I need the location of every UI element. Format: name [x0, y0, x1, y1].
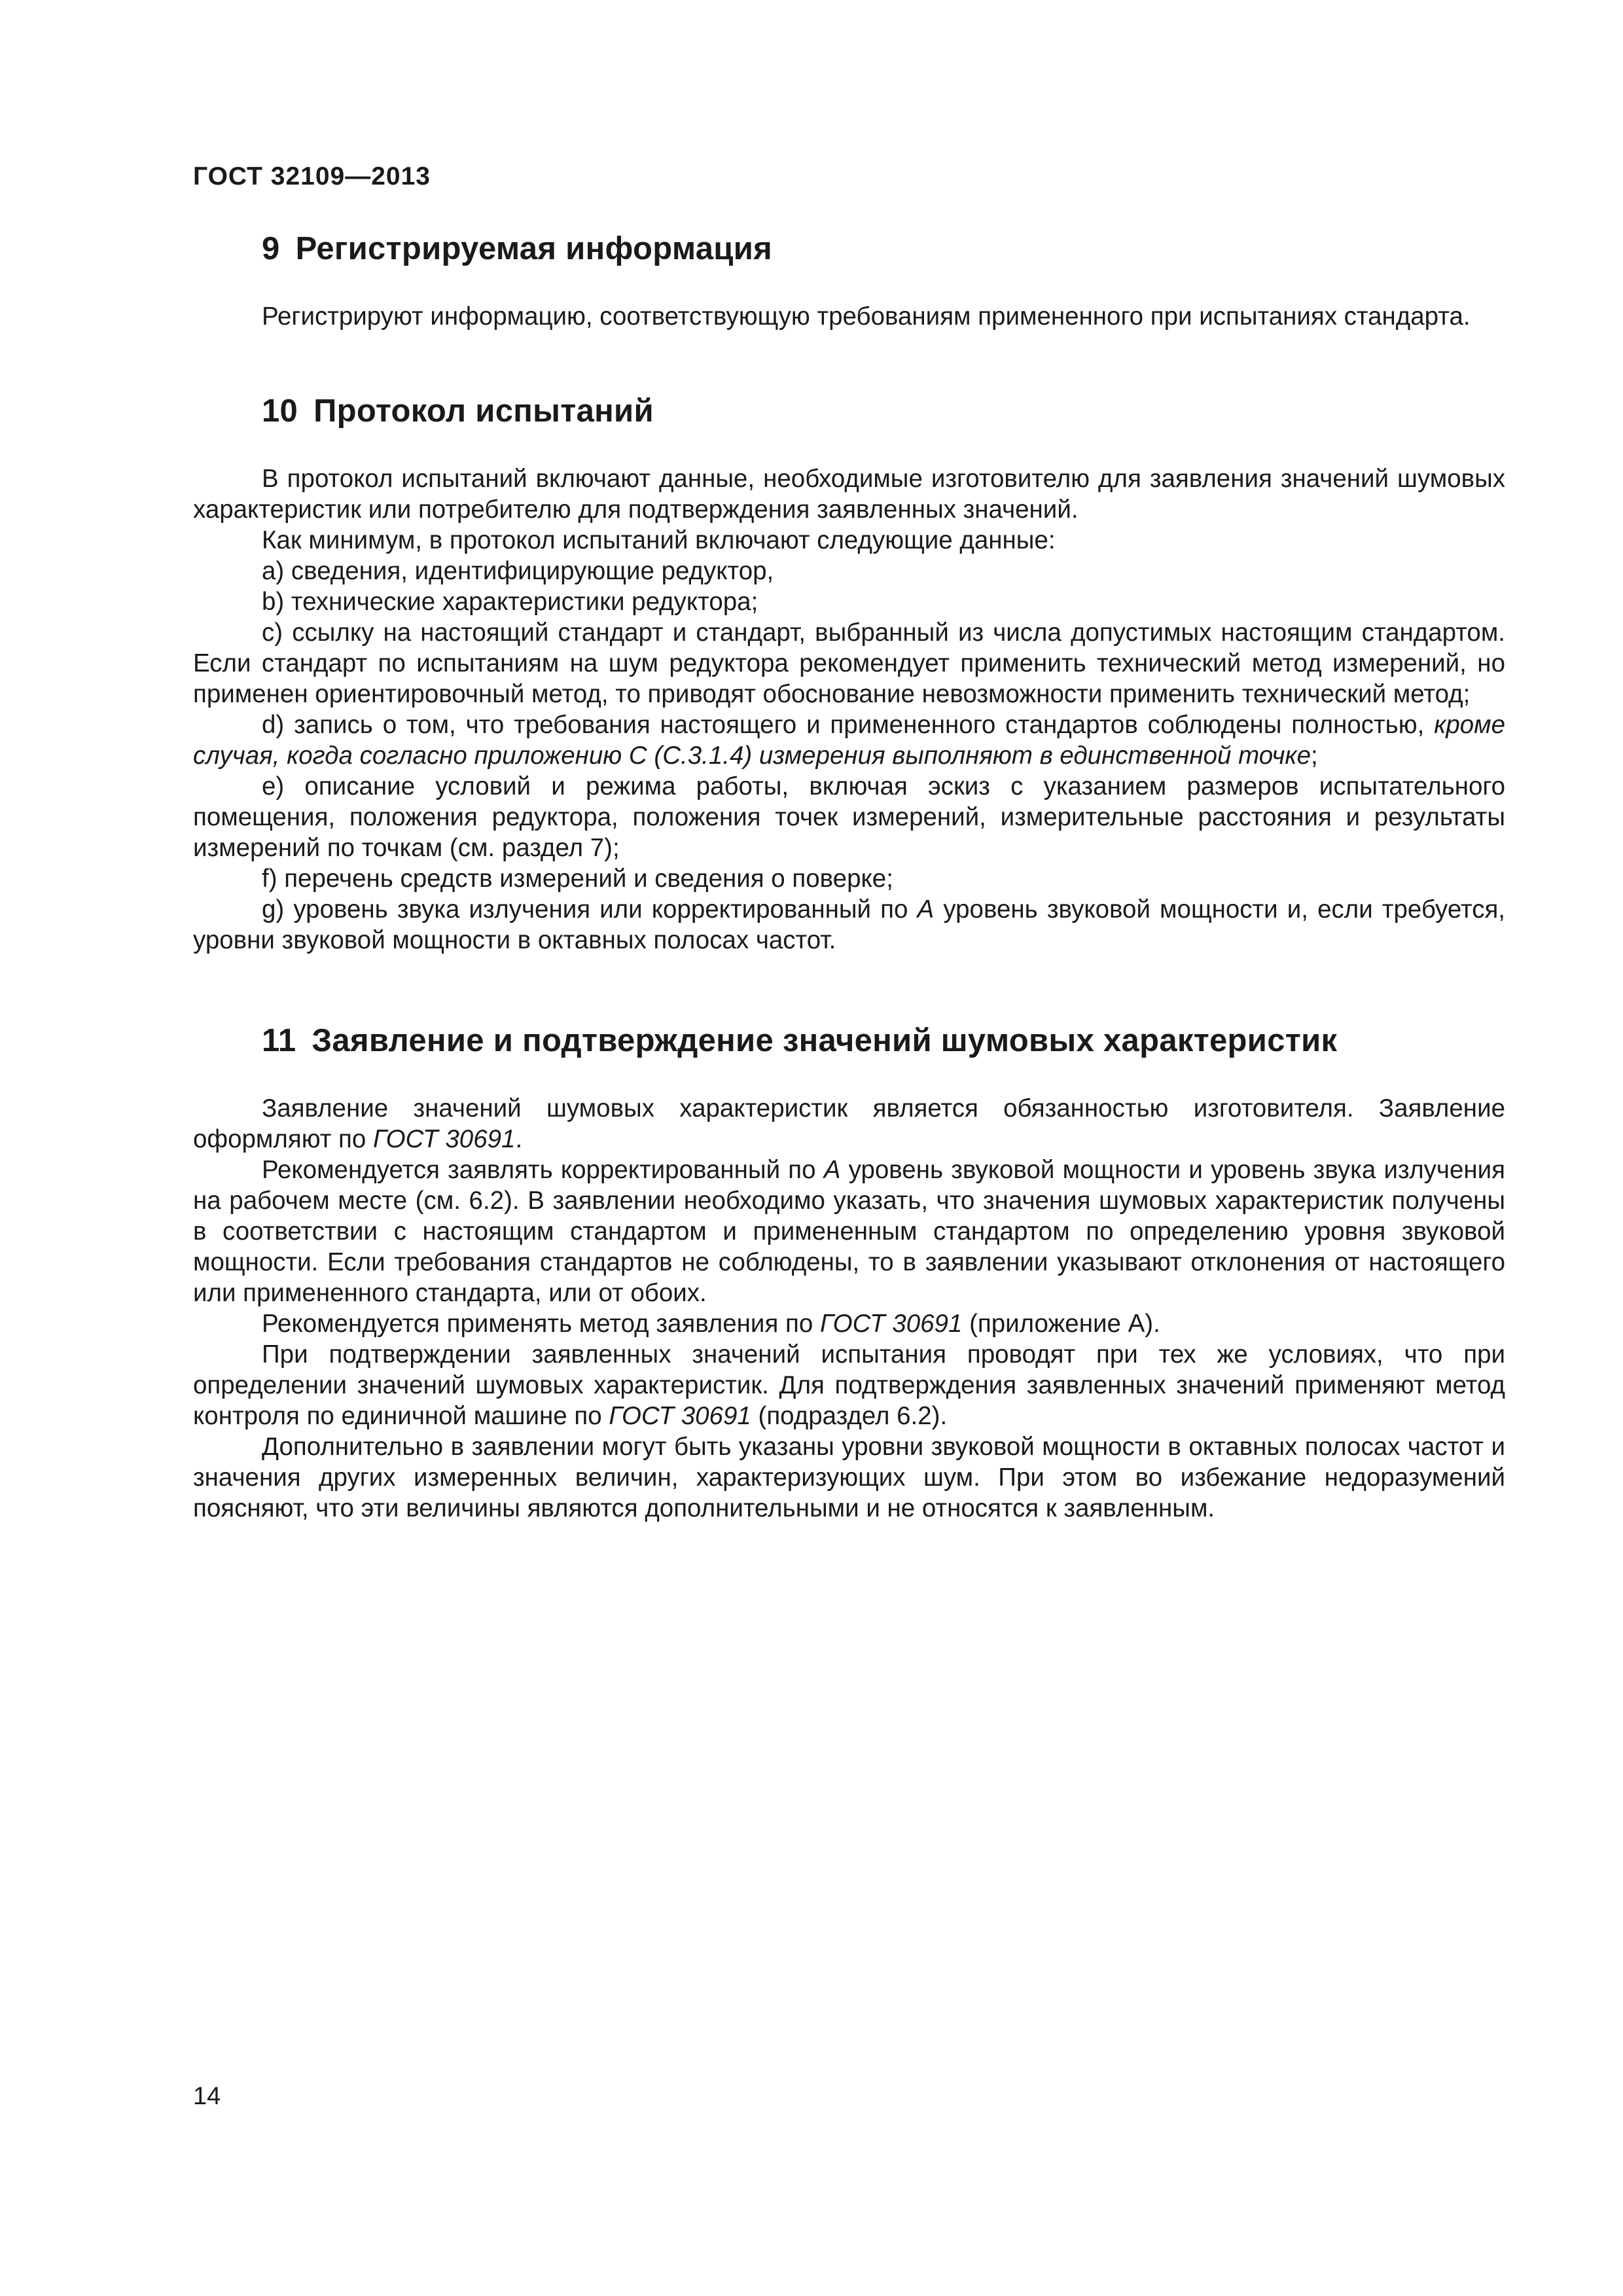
p4-text: При подтверждении заявленных значений испытания проводят при тех же условиях, что при определении значений шумовых характеристик. Для подтверждения заявленных значений применяют метод контроля по единичной машине по	[193, 1340, 1505, 1430]
list-item-c: с) ссылку на настоящий стандарт и стандарт, выбранный из числа допустимых настоящим стандартом. Если стандарт по испытаниям на шум редуктора рекомендует применить технический метод измерений, но применен ориентировочный метод, то приводят обоснование невозможности применить технический метод;	[193, 619, 1505, 708]
p2-end: уровень звуковой мощности и уровень звука излучения на рабочем месте (см. 6.2). В заявлении необходимо указать, что значения шумовых характеристик получены в соответствии с настоящим стандартом и примененным стандартом по определению уровня звуковой мощности. Если требования стандартов не соблюдены, то в заявлении указывают отклонения от настоящего или примененного стандарта, или от обоих.	[193, 1156, 1505, 1307]
section-10-heading	[262, 393, 1505, 429]
section-9-paragraph: Регистрируют информацию, соответствующую требованиям примененного при испытаниях стандарта.	[262, 302, 1471, 331]
p4-end: (подраздел 6.2).	[751, 1402, 948, 1430]
p2-text: Рекомендуется заявлять корректированный по	[262, 1156, 824, 1184]
list-item-g-end: уровень звуковой мощности и, если требуется, уровни звуковой мощности в октавных полосах частот.	[193, 895, 1506, 954]
list-item-a: а) сведения, идентифицирующие редуктор,	[262, 557, 774, 585]
section-11-paragraph-3	[193, 1308, 1505, 1339]
page-number: 14	[193, 2083, 221, 2110]
list-item-g	[193, 894, 1505, 956]
section-10	[193, 393, 1505, 956]
section-9-number: 9	[262, 231, 280, 266]
list-item-g-italic: А	[917, 895, 935, 924]
section-9-title: Регистрируемая информация	[295, 231, 773, 266]
p1-text: Заявление значений шумовых характеристик является обязанностью изготовителя. Заявление оформляют по	[193, 1094, 1505, 1153]
section-9	[193, 230, 1505, 332]
p1-end: .	[515, 1125, 523, 1153]
section-10-number: 10	[262, 393, 298, 429]
p3-text: Рекомендуется применять метод заявления по	[262, 1310, 820, 1338]
section-10-paragraph-2: Как минимум, в протокол испытаний включают следующие данные:	[262, 526, 1056, 554]
section-11-paragraph-5: Дополнительно в заявлении могут быть указаны уровни звуковой мощности в октавных полосах частот и значения других измеренных величин, характеризующих шум. При этом во избежание недоразумений поясняют, что эти величины являются дополнительными и не относятся к заявленным.	[193, 1433, 1505, 1522]
list-item-g-text: g) уровень звука излучения или корректированный по	[262, 895, 918, 924]
section-11-number: 11	[262, 1023, 296, 1058]
list-item-d-italic: кроме случая, когда согласно приложению С (С.3.1.4) измерения выполняют в единственной точке	[193, 711, 1505, 770]
p3-reference: ГОСТ 30691	[819, 1310, 963, 1338]
section-11-title: Заявление и подтверждение значений шумовых характеристик	[312, 1023, 1338, 1058]
p3-end: (приложение А).	[962, 1310, 1160, 1338]
p4-reference: ГОСТ 30691	[609, 1402, 751, 1430]
section-11-heading	[262, 1022, 1505, 1059]
section-11-paragraph-1	[193, 1093, 1505, 1155]
section-11	[193, 1022, 1505, 1524]
list-item-f: f) перечень средств измерений и сведения о поверке;	[262, 865, 893, 893]
section-10-title: Протокол испытаний	[313, 393, 654, 429]
section-9-heading	[262, 230, 1505, 267]
section-11-paragraph-2	[193, 1155, 1505, 1308]
list-item-d	[193, 709, 1505, 771]
p2-italic: А	[823, 1156, 841, 1184]
list-item-e: е) описание условий и режима работы, включая эскиз с указанием размеров испытательного помещения, положения редуктора, положения точек измерений, измерительные расстояния и результаты измерений по точкам (см. раздел 7);	[193, 772, 1505, 862]
section-10-paragraph-1: В протокол испытаний включают данные, необходимые изготовителю для заявления значений шумовых характеристик или потребителю для подтверждения заявленных значений.	[193, 465, 1505, 524]
document-header: ГОСТ 32109—2013	[193, 162, 431, 190]
section-11-paragraph-4	[193, 1339, 1505, 1431]
list-item-b: b) технические характеристики редуктора;	[262, 588, 758, 616]
list-item-d-text: d) запись о том, что требования настоящего и примененного стандартов соблюдены полностью,	[262, 711, 1435, 739]
list-item-d-end: ;	[1311, 742, 1318, 770]
p1-reference: ГОСТ 30691	[373, 1125, 516, 1153]
